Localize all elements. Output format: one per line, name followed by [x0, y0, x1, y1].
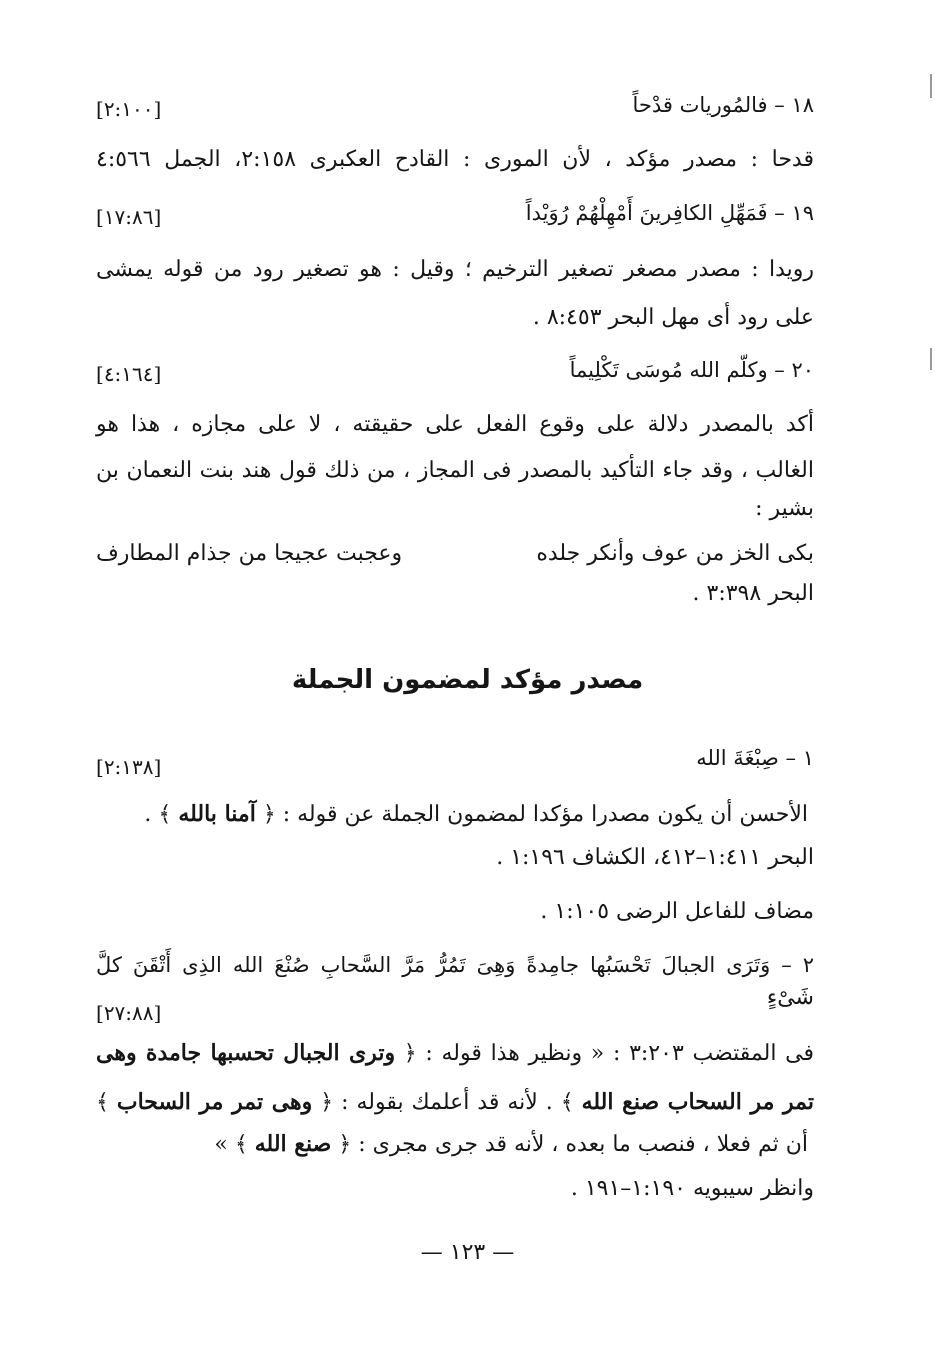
entry-1-quote: آمنا بالله	[178, 801, 256, 827]
entry-19-note-line1: رويدا : مصدر مصغر تصغير الترخيم ؛ وقيل : هو تصغير رود من قوله يمشى	[96, 257, 814, 282]
entry-2-note-close: ﴾	[96, 1090, 109, 1115]
entry-19-note-line2: على رود أى مهل البحر ٨:٤٥٣ .	[532, 305, 814, 330]
poem-hemistich-right: بكى الخز من عوف وأنكر جلده	[536, 541, 814, 566]
entry-1-verse: ١ – صِبْغَةَ الله	[696, 746, 814, 770]
entry-1-note-close: ﴾ .	[144, 802, 172, 827]
entry-19-ref: [١٧:٨٦]	[96, 205, 162, 229]
entry-2-note-close-2: ﴾ »	[214, 1132, 248, 1157]
poem-hemistich-left: وعجبت عجيجا من جذام المطارف	[96, 541, 403, 566]
entry-2-note-line2	[96, 1085, 814, 1120]
section-heading: مصدر مؤكد لمضمون الجملة	[291, 665, 644, 695]
entry-1-note-line1	[96, 797, 808, 832]
entry-2-quote-1-cont: تمر مر السحاب صنع الله	[581, 1089, 814, 1115]
entry-2-ref: [٢٧:٨٨]	[96, 1001, 162, 1025]
entry-20-note-line1: أكد بالمصدر دلالة على وقوع الفعل على حقيقته ، لا على مجازه ، هذا هو	[96, 412, 814, 437]
poem-source: البحر ٣:٣٩٨ .	[692, 581, 814, 606]
entry-19-verse: ١٩ – فَمَهِّلِ الكافِرينَ أَمْهِلْهُمْ رُوَيْداً	[525, 201, 814, 225]
entry-18-note: قدحا : مصدر مؤكد ، لأن المورى : القادح العكبرى ٢:١٥٨، الجمل ٤:٥٦٦	[96, 147, 814, 172]
entry-18-verse: ١٨ – فالمُوريات قدْحاً	[632, 93, 814, 117]
entry-1-note-line3: مضاف للفاعل الرضى ١:١٠٥ .	[540, 899, 814, 924]
entry-1-note-line2: البحر ١:٤١١–٤١٢، الكشاف ١:١٩٦ .	[496, 845, 814, 870]
entry-18-ref: [٢:١٠٠]	[96, 97, 162, 121]
entry-2-verse-line1: ٢ – وَتَرَى الجبالَ تَحْسَبُها جامِدةً وَهِىَ تَمُرُّ مَرَّ السَّحابِ صُنْعَ الله الذِى أَتْقَنَ كلَّ	[96, 953, 814, 977]
entry-2-note-text-2: أن ثم فعلا ، فنصب ما بعده ، لأنه قد جرى مجرى : ﴿	[338, 1132, 808, 1157]
entry-1-ref: [٢:١٣٨]	[96, 755, 162, 779]
entry-2-quote-1: وترى الجبال تحسبها جامدة وهى	[96, 1040, 396, 1066]
entry-20-note-line2: الغالب ، وقد جاء التأكيد بالمصدر فى المجاز ، من ذلك قول هند بنت النعمان بن	[96, 458, 814, 483]
entry-2-quote-2: وهى تمر مر السحاب	[116, 1089, 313, 1115]
entry-2-verse-line2: شَىْءٍ	[766, 985, 814, 1010]
entry-2-note-line3	[96, 1127, 808, 1162]
entry-20-verse: ٢٠ – وكلّم الله مُوسَى تَكْلِيماً	[569, 358, 814, 382]
page-number: — ١٢٣ —	[420, 1240, 515, 1265]
entry-1-note-text: الأحسن أن يكون مصدرا مؤكدا لمضمون الجملة عن قوله : ﴿	[262, 802, 808, 827]
entry-2-note-line4: وانظر سيبويه ١:١٩٠–١٩١ .	[570, 1176, 814, 1201]
scan-edge-mark	[930, 348, 932, 370]
entry-20-ref: [٤:١٦٤]	[96, 362, 162, 386]
entry-2-note-line1	[96, 1036, 814, 1071]
entry-2-note-mid: ﴾ . لأنه قد أعلمك بقوله : ﴿	[320, 1090, 574, 1115]
entry-20-note-line3: بشير :	[755, 496, 814, 521]
entry-2-note-text: فى المقتضب ٣:٢٠٣ : « ونظير هذا قوله : ﴿	[403, 1041, 815, 1066]
entry-2-quote-3: صنع الله	[254, 1131, 332, 1157]
scan-edge-mark	[930, 74, 932, 98]
